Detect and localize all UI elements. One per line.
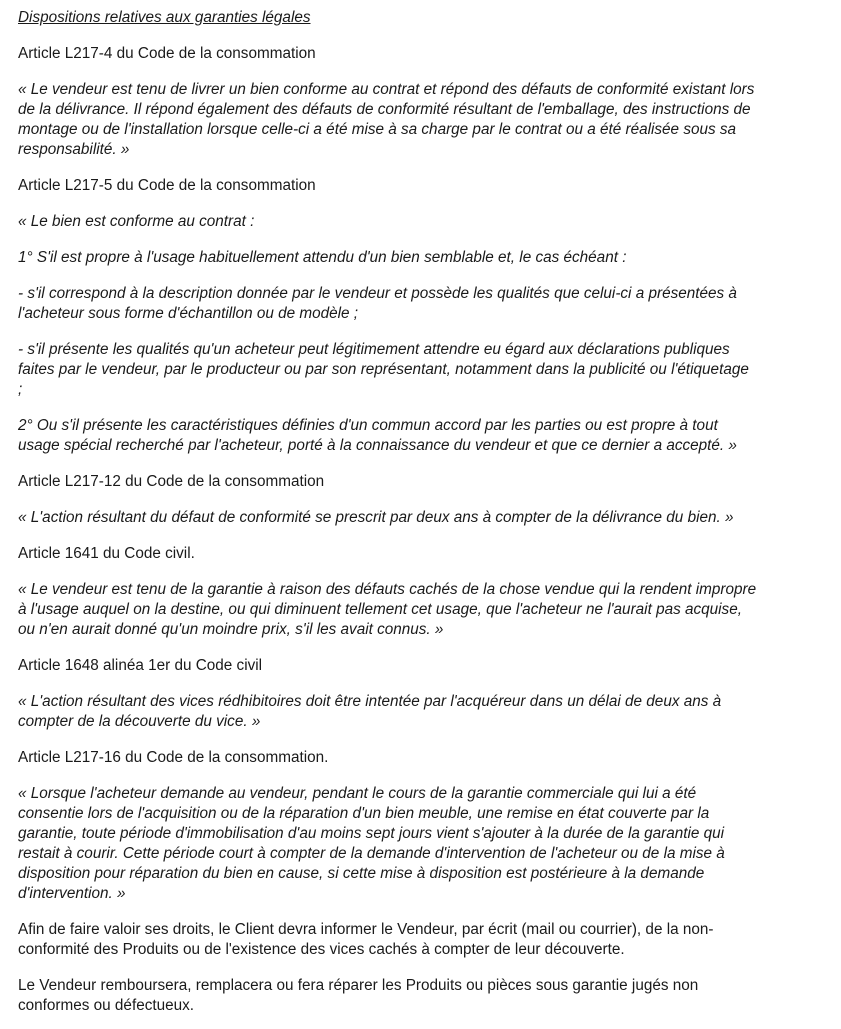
- article-quote: - s'il correspond à la description donnée par le vendeur et possède les qualités que celui-ci a présentées à l'acheteur sous forme d'échantillon ou de modèle ;: [18, 285, 737, 322]
- article-title: Article L217-16 du Code de la consommation.: [18, 749, 329, 766]
- article-title: Article 1641 du Code civil.: [18, 545, 195, 562]
- article-title: Article L217-12 du Code de la consommation: [18, 473, 325, 490]
- article-quote: 2° Ou s'il présente les caractéristiques définies d'un commun accord par les parties ou est propre à tout usage spécial recherché par l'acheteur, porté à la connaissance du vendeur et que ce dernier a accepté. »: [18, 417, 737, 454]
- article-quote: « L'action résultant des vices rédhibitoires doit être intentée par l'acquéreur dans un délai de deux ans à compter de la découverte du vice. »: [18, 693, 722, 730]
- article-title: Article L217-4 du Code de la consommation: [18, 45, 316, 62]
- article-quote: « L'action résultant du défaut de conformité se prescrit par deux ans à compter de la délivrance du bien. »: [18, 509, 734, 526]
- body-paragraph: Le Vendeur remboursera, remplacera ou fera réparer les Produits ou pièces sous garantie jugés non conformes ou défectueux.: [18, 977, 699, 1014]
- article-quote: « Le bien est conforme au contrat :: [18, 213, 255, 230]
- document-body: [18, 8, 830, 1016]
- article-quote: - s'il présente les qualités qu'un acheteur peut légitimement attendre eu égard aux déclarations publiques faites par le vendeur, par le producteur ou par son représentant, notamment dans la publicité ou l'étiquetage ;: [18, 341, 749, 398]
- article-quote: « Le vendeur est tenu de livrer un bien conforme au contrat et répond des défauts de conformité existant lors de la délivrance. Il répond également des défauts de conformité résultant de l'emballage, des instructions de montage ou de l'installation lorsque celle-ci a été mise à sa charge par le contrat ou a été réalisée sous sa responsabilité. »: [18, 81, 755, 158]
- article-title: Article 1648 alinéa 1er du Code civil: [18, 657, 263, 674]
- article-quote: 1° S'il est propre à l'usage habituellement attendu d'un bien semblable et, le cas échéant :: [18, 249, 627, 266]
- section-heading: Dispositions relatives aux garanties légales: [18, 9, 311, 26]
- body-paragraph: Afin de faire valoir ses droits, le Client devra informer le Vendeur, par écrit (mail ou courrier), de la non- conformité des Produits ou de l'existence des vices cachés à compter de leur découverte.: [18, 921, 714, 958]
- article-quote: « Lorsque l'acheteur demande au vendeur, pendant le cours de la garantie commerciale qui lui a été consentie lors de l'acquisition ou de la réparation d'un bien meuble, une remise en état couverte par la garantie, toute période d'immobilisation d'au moins sept jours vient s'ajouter à la durée de la garantie qui restait à courir. Cette période court à compter de la demande d'intervention de l'acheteur ou de la mise à disposition pour réparation du bien en cause, si cette mise à disposition est postérieure à la demande d'intervention. »: [18, 785, 725, 902]
- article-quote: « Le vendeur est tenu de la garantie à raison des défauts cachés de la chose vendue qui la rendent impropre à l'usage auquel on la destine, ou qui diminuent tellement cet usage, que l'acheteur ne l'aurait pas acquise, ou n'en aurait donné qu'un moindre prix, s'il les avait connus. »: [18, 581, 757, 638]
- article-title: Article L217-5 du Code de la consommation: [18, 177, 316, 194]
